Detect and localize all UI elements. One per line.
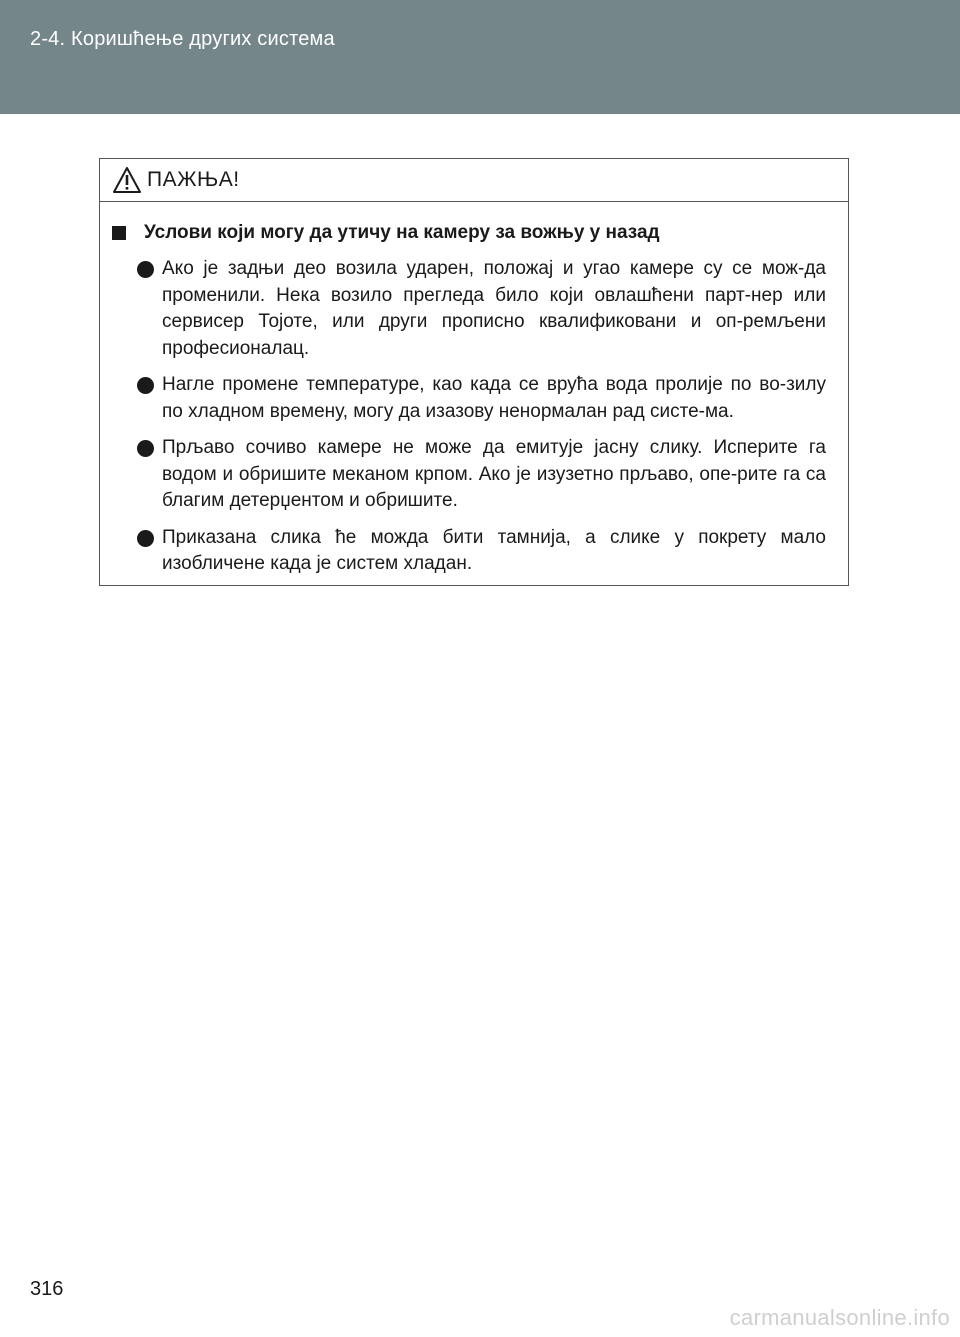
list-item-text: Приказана слика ће можда бити тамнија, а слике у покрету мало изобличене када је систем хладан. <box>162 526 826 574</box>
watermark: carmanualsonline.info <box>729 1305 950 1330</box>
warning-header <box>100 159 848 202</box>
header-band <box>0 0 960 114</box>
list-item-text: Нагле промене температуре, као када се врућа вода пролије по во-зилу по хладном времену, могу да изазову ненормалан рад систе-ма. <box>162 374 826 422</box>
list-item <box>110 372 826 425</box>
warning-subheading-text: Услови који могу да утичу на камеру за вожњу у назад <box>144 222 660 243</box>
list-item-text: Прљаво сочиво камере не може да емитује јасну слику. Исперите га водом и обришите меканом крпом. Ако је изузетно прљаво, опе-рите га са благим детерџентом и обришите. <box>162 437 826 511</box>
warning-title: ПАЖЊА! <box>147 168 240 191</box>
warning-body <box>100 202 848 578</box>
list-item <box>110 435 826 515</box>
warning-triangle-icon <box>112 166 142 194</box>
warning-subheading <box>110 220 826 246</box>
section-title: 2-4. Коришћење других система <box>30 28 335 50</box>
bullet-dot-icon <box>137 377 154 394</box>
page-number: 316 <box>30 1278 64 1300</box>
square-bullet-icon <box>112 226 126 240</box>
bullet-dot-icon <box>137 530 154 547</box>
bullet-dot-icon <box>137 440 154 457</box>
warning-box <box>99 158 849 586</box>
list-item <box>110 525 826 578</box>
bullet-dot-icon <box>137 261 154 278</box>
list-item <box>110 256 826 362</box>
list-item-text: Ако је задњи део возила ударен, положај и угао камере су се мож-да променили. Нека возило прегледа било који овлашћени парт-нер или сервисер Тојоте, или други прописно квалификовани и оп-ремљени професионалац. <box>162 258 826 359</box>
warning-bullet-list <box>110 256 826 578</box>
